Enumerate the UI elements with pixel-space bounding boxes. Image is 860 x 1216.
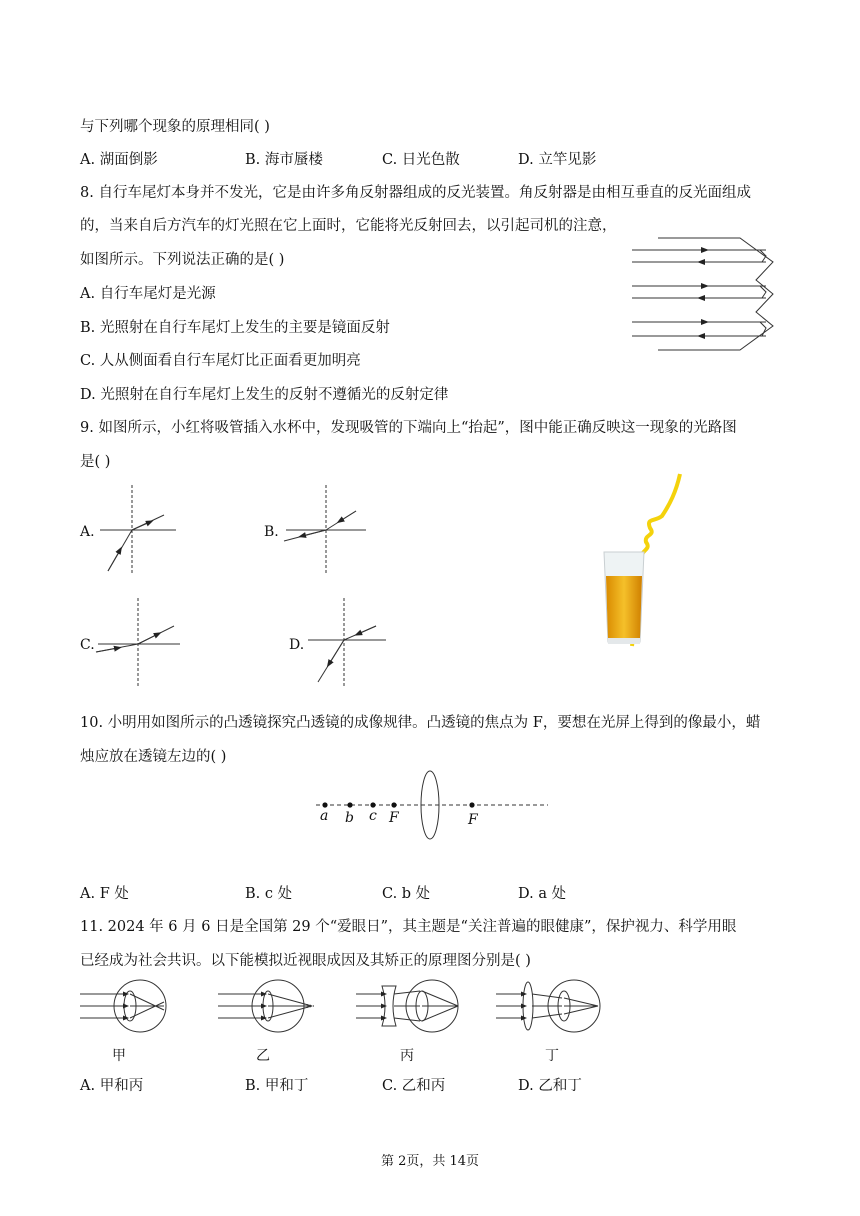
eye-diagram-yi [216, 978, 326, 1038]
q10-stem-line1: 10. 小明用如图所示的凸透镜探究凸透镜的成像规律。凸透镜的焦点为 F，要想在光屏上得到的像最小，蜡 [80, 715, 761, 731]
q11-option-a: A. 甲和丙 [80, 1078, 144, 1094]
glass-with-straw-photo [598, 472, 688, 648]
q9-label-b: B. [264, 524, 279, 540]
q9-label-c: C. [80, 637, 95, 653]
q10-option-a: A. F 处 [80, 886, 129, 902]
q8-option-c: C. 人从侧面看自行车尾灯比正面看更加明亮 [80, 353, 361, 369]
q7-option-a: A. 湖面倒影 [80, 152, 158, 168]
q9-diagram-d [304, 596, 394, 688]
page-footer: 第 2页，共 14页 [380, 1154, 480, 1169]
q9-diagram-c [94, 596, 184, 688]
q7-option-c: C. 日光色散 [382, 152, 460, 168]
figure-label-yi: 乙 [256, 1048, 270, 1064]
q8-option-a: A. 自行车尾灯是光源 [80, 286, 216, 302]
q9-stem-line2: 是( ) [80, 454, 111, 470]
q8-option-b: B. 光照射在自行车尾灯上发生的主要是镜面反射 [80, 320, 390, 336]
figure-label-jia: 甲 [112, 1048, 126, 1064]
q9-stem-line1: 9. 如图所示，小红将吸管插入水杯中，发现吸管的下端向上“抬起”，图中能正确反映这一现象的光路图 [80, 420, 737, 436]
q11-option-b: B. 甲和丁 [245, 1078, 309, 1094]
q8-stem-line1: 8. 自行车尾灯本身并不发光，它是由许多角反射器组成的反光装置。角反射器是由相互垂直的反光面组成 [80, 185, 751, 201]
q7-stem-tail: 与下列哪个现象的原理相同( ) [80, 119, 270, 135]
q9-diagram-b [280, 483, 370, 575]
q10-option-c: C. b 处 [382, 886, 431, 902]
axis-label-a: a [320, 808, 329, 824]
figure-label-ding: 丁 [545, 1048, 559, 1064]
q8-option-d: D. 光照射在自行车尾灯上发生的反射不遵循光的反射定律 [80, 387, 449, 403]
tail-light-reflector-diagram [628, 232, 778, 357]
axis-label-focus-right: F [468, 812, 478, 828]
q8-stem-line2: 的，当来自后方汽车的灯光照在它上面时，它能将光反射回去，以引起司机的注意， [80, 218, 617, 234]
q11-option-c: C. 乙和丙 [382, 1078, 446, 1094]
q11-stem-line2: 已经成为社会共识。以下能模拟近视眼成因及其矫正的原理图分别是( ) [80, 953, 531, 969]
q10-option-b: B. c 处 [245, 886, 293, 902]
q9-diagram-a [96, 483, 178, 575]
q9-label-a: A. [80, 524, 95, 540]
axis-label-c: c [369, 808, 377, 824]
q11-option-d: D. 乙和丁 [518, 1078, 582, 1094]
q7-option-b: B. 海市蜃楼 [245, 152, 323, 168]
q8-stem-line3: 如图所示。下列说法正确的是( ) [80, 252, 285, 268]
eye-diagram-ding [494, 978, 614, 1038]
q10-stem-line2: 烛应放在透镜左边的( ) [80, 749, 227, 765]
axis-label-b: b [345, 810, 354, 826]
figure-label-bing: 丙 [400, 1048, 414, 1064]
eye-diagram-bing [354, 978, 474, 1038]
q7-option-d: D. 立竿见影 [518, 152, 597, 168]
q11-stem-line1: 11. 2024 年 6 月 6 日是全国第 29 个“爱眼日”，其主题是“关注普遍的眼健康”，保护视力、科学用眼 [80, 919, 737, 935]
eye-diagram-jia [78, 978, 188, 1038]
q9-label-d: D. [289, 637, 305, 653]
axis-label-focus-left: F [389, 810, 399, 826]
q10-option-d: D. a 处 [518, 886, 567, 902]
